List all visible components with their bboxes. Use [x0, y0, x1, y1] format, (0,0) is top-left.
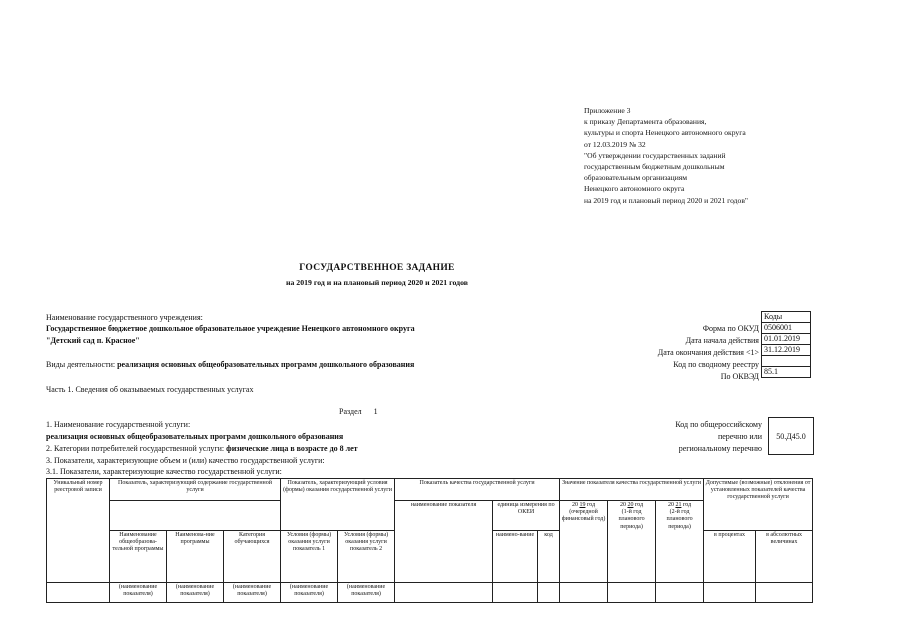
th-content-empty: [110, 501, 281, 531]
th-dev-percent: в процентах: [704, 531, 756, 583]
th-student-category: Категория обучающихся: [224, 531, 281, 583]
code-label-okved: По ОКВЭД: [720, 372, 759, 381]
cell-placeholder: (наименование показателя): [338, 583, 395, 603]
service-code-box: 50.Д45.0: [768, 417, 814, 455]
year-note: (2-й год планового периода): [666, 509, 693, 530]
year-note: (очередной финансовый год): [561, 509, 606, 523]
year-suffix: год: [682, 502, 692, 508]
section-heading: [339, 406, 378, 417]
institution-name-2: "Детский сад п. Красное": [46, 336, 140, 345]
th-condition-2: Условия (формы) оказания услуги показатель 2: [338, 531, 395, 583]
activity-line: [46, 359, 414, 370]
th-program-name: Наименование общеобразова-тельной программы: [110, 531, 167, 583]
code-list-label-2: перечню или: [717, 432, 762, 441]
cell-empty: [538, 583, 560, 603]
indicators-label: 3. Показатели, характеризующие объем и (или) качество государственной услуги:: [46, 456, 325, 465]
cell-empty: [560, 583, 608, 603]
appendix-line: Ненецкого автономного округа: [584, 184, 685, 194]
cell-empty: [656, 583, 704, 603]
part-heading: Часть 1. Сведения об оказываемых государственных услугах: [46, 385, 254, 394]
year-number: 19: [579, 502, 586, 508]
appendix-line: от 12.03.2019 № 32: [584, 139, 646, 149]
appendix-line: к приказу Департамента образования,: [584, 117, 707, 127]
cell-placeholder: (наименование показателя): [224, 583, 281, 603]
th-values: Значение показателя качества государственной услуги: [560, 479, 704, 501]
year-suffix: год: [634, 502, 644, 508]
th-year-3: [656, 501, 704, 583]
th-deviation: Допустимые (возможные) отклонения от установленных показателей качества государственной услуги: [704, 479, 813, 531]
code-list-label-1: Код по общероссийскому: [675, 420, 762, 429]
appendix-line: на 2019 год и плановый период 2020 и 2021 годов": [584, 195, 748, 205]
th-year-2: [608, 501, 656, 583]
year-prefix: 20: [619, 502, 626, 508]
service-category-value: физические лица в возрасте до 8 лет: [226, 444, 358, 453]
cell-placeholder: (наименование показателя): [110, 583, 167, 603]
service-category-line: [46, 443, 358, 454]
service-category-label: 2. Категории потребителей государственной услуги:: [46, 444, 225, 453]
code-okved: 85.1: [762, 367, 811, 378]
th-unit-name: наимено-вание: [493, 531, 538, 583]
section-label: Раздел: [339, 407, 362, 416]
cell-empty: [756, 583, 813, 603]
th-quality: Показатель качества государственной услуги: [395, 479, 560, 501]
year-suffix: год: [586, 502, 596, 508]
appendix-line: Приложение 3: [584, 106, 631, 115]
document-title: ГОСУДАРСТВЕННОЕ ЗАДАНИЕ: [299, 263, 455, 273]
th-condition-1: Условия (формы) оказания услуги показатель 1: [281, 531, 338, 583]
activity-value: реализация основных общеобразовательных программ дошкольного образования: [117, 360, 415, 369]
th-year-1: [560, 501, 608, 583]
th-conditions: Показатель, характеризующий условия (формы) оказания государственной услуги: [281, 479, 395, 531]
codes-table: [761, 311, 811, 378]
year-number: 21: [675, 502, 682, 508]
cell-empty: [493, 583, 538, 603]
code-okud: 0506001: [762, 323, 811, 334]
code-registry: [762, 356, 811, 367]
th-dev-absolute: в абсолютных величинах: [756, 531, 813, 583]
appendix-line: образовательным организациям: [584, 173, 688, 183]
year-prefix: 20: [667, 502, 674, 508]
cell-empty: [704, 583, 756, 603]
appendix-line: культуры и спорта Ненецкого автономного округа: [584, 128, 746, 138]
code-label-end: Дата окончания действия <1>: [657, 348, 759, 357]
section-number: 1: [373, 407, 378, 416]
institution-label: Наименование государственного учреждения:: [46, 313, 203, 322]
code-label-registry: Код по сводному реестру: [673, 360, 759, 369]
cell-placeholder: (наименование показателя): [167, 583, 224, 603]
service-name-value: реализация основных общеобразовательных программ дошкольного образования: [46, 432, 344, 441]
th-unique-number: Уникальный номер реестровой записи: [47, 479, 110, 583]
year-prefix: 20: [571, 502, 578, 508]
th-unit-code: код: [538, 531, 560, 583]
code-end-date: 31.12.2019: [762, 345, 811, 356]
codes-header: Коды: [762, 312, 811, 323]
cell-empty: [395, 583, 493, 603]
appendix-note: [584, 105, 748, 206]
appendix-line: государственным бюджетным дошкольным: [584, 162, 725, 172]
quality-table: [46, 478, 813, 603]
code-start-date: 01.01.2019: [762, 334, 811, 345]
service-name-label: 1. Наименование государственной услуги:: [46, 420, 191, 429]
document-subtitle: на 2019 год и на плановый период 2020 и 2021 годов: [285, 278, 469, 287]
th-content: Показатель, характеризующий содержание государственной услуги: [110, 479, 281, 501]
cell-empty: [47, 583, 110, 603]
quality-label: 3.1. Показатели, характеризующие качество государственной услуги:: [46, 467, 282, 476]
year-note: (1-й год планового периода): [618, 509, 645, 530]
th-quality-name: наименование показателя: [395, 501, 493, 583]
code-label-okud: Форма по ОКУД: [702, 324, 759, 333]
th-program: Наименова-ние программы: [167, 531, 224, 583]
appendix-line: "Об утверждении государственных заданий: [584, 150, 726, 160]
th-quality-unit: единица измерения по ОКЕИ: [493, 501, 560, 531]
code-list-label-3: региональному перечню: [678, 444, 762, 453]
code-label-start: Дата начала действия: [685, 336, 759, 345]
year-number: 20: [627, 502, 634, 508]
activity-label: Виды деятельности:: [46, 360, 116, 369]
cell-placeholder: (наименование показателя): [281, 583, 338, 603]
cell-empty: [608, 583, 656, 603]
institution-name-1: Государственное бюджетное дошкольное образовательное учреждение Ненецкого автономного округа: [46, 324, 415, 333]
